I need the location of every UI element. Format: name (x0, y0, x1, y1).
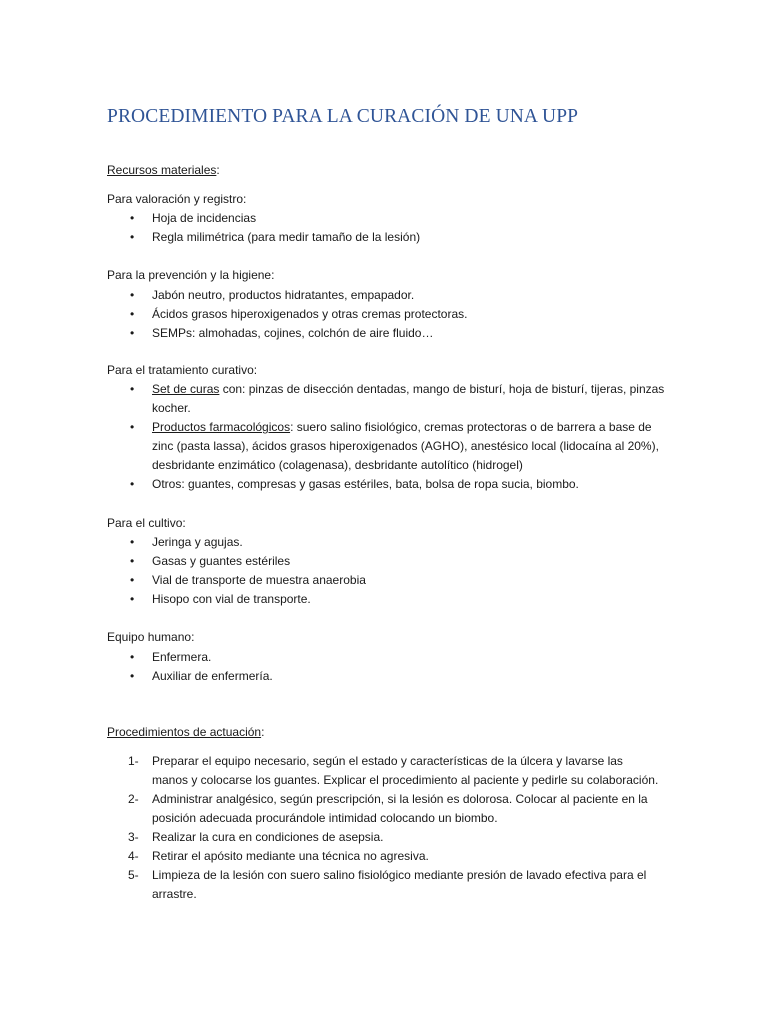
list-item: • Jeringa y agujas. (107, 533, 667, 552)
list-item: • Ácidos grasos hiperoxigenados y otras cremas protectoras. (107, 305, 667, 324)
step-item (107, 790, 662, 828)
recursos-heading-colon: : (216, 163, 220, 177)
step-text: Preparar el equipo necesario, según el estado y características de la úlcera y lavarse las manos y colocarse los guantes. Explicar el procedimiento al paciente y pedirle su colaboración. (152, 754, 659, 787)
valoracion-list (107, 209, 667, 247)
step-text: Retirar el apósito mediante una técnica no agresiva. (152, 849, 429, 863)
list-item (107, 418, 667, 475)
list-item: • Jabón neutro, productos hidratantes, empapador. (107, 286, 667, 305)
step-item (107, 828, 662, 847)
list-item: • Auxiliar de enfermería. (107, 667, 667, 686)
step-text: Realizar la cura en condiciones de asepsia. (152, 830, 384, 844)
step-text: Limpieza de la lesión con suero salino fisiológico mediante presión de lavado efectiva para el arrastre. (152, 868, 647, 901)
prevencion-label: Para la prevención y la higiene: (107, 268, 275, 282)
prevencion-list (107, 286, 667, 343)
step-number: 4- (128, 849, 139, 863)
list-item: • Gasas y guantes estériles (107, 552, 667, 571)
step-number: 5- (128, 868, 139, 882)
step-number: 1- (128, 754, 139, 768)
step-number: 3- (128, 830, 139, 844)
list-item: • Hisopo con vial de transporte. (107, 590, 667, 609)
step-number: 2- (128, 792, 139, 806)
list-item: • Enfermera. (107, 648, 667, 667)
cultivo-list (107, 533, 667, 609)
step-item (107, 847, 662, 866)
procedimientos-heading-text: Procedimientos de actuación (107, 725, 262, 739)
list-item-text: Otros: guantes, compresas y gasas estériles, bata, bolsa de ropa sucia, biombo. (152, 477, 579, 491)
list-item: • Vial de transporte de muestra anaerobia (107, 571, 667, 590)
page-title: PROCEDIMIENTO PARA LA CURACIÓN DE UNA UPP (107, 106, 579, 127)
procedimientos-list (107, 752, 662, 904)
list-item (107, 380, 667, 418)
tratamiento-list (107, 380, 667, 494)
list-item: • SEMPs: almohadas, cojines, colchón de aire fluido… (107, 324, 667, 343)
equipo-label: Equipo humano: (107, 630, 195, 644)
list-item: • Hoja de incidencias (107, 209, 667, 228)
list-item (107, 475, 667, 494)
list-item-term: Set de curas (152, 382, 220, 396)
list-item-term: Productos farmacológicos (152, 420, 291, 434)
procedimientos-heading (107, 723, 264, 742)
valoracion-label: Para valoración y registro: (107, 192, 247, 206)
recursos-heading-text: Recursos materiales (107, 163, 217, 177)
list-item-text: : suero salino fisiológico, cremas protectoras o de barrera a base de zinc (pasta lassa), ácidos grasos hiperoxigenados (AGHO), anestésico local (lidocaína al 20%), desbridante enzimático (colagenasa), desbridante autolítico (hidrogel) (152, 420, 659, 472)
cultivo-label: Para el cultivo: (107, 516, 186, 530)
list-item: • Regla milimétrica (para medir tamaño de la lesión) (107, 228, 667, 247)
step-item (107, 752, 662, 790)
recursos-heading (107, 161, 220, 180)
equipo-list (107, 648, 667, 686)
list-item-text: con: pinzas de disección dentadas, mango de bisturí, hoja de bisturí, tijeras, pinzas kocher. (152, 382, 665, 415)
procedimientos-heading-colon: : (261, 725, 265, 739)
tratamiento-label: Para el tratamiento curativo: (107, 363, 258, 377)
step-item (107, 866, 662, 904)
step-text: Administrar analgésico, según prescripción, si la lesión es dolorosa. Colocar al paciente en la posición adecuada procurándole intimidad colocando un biombo. (152, 792, 648, 825)
